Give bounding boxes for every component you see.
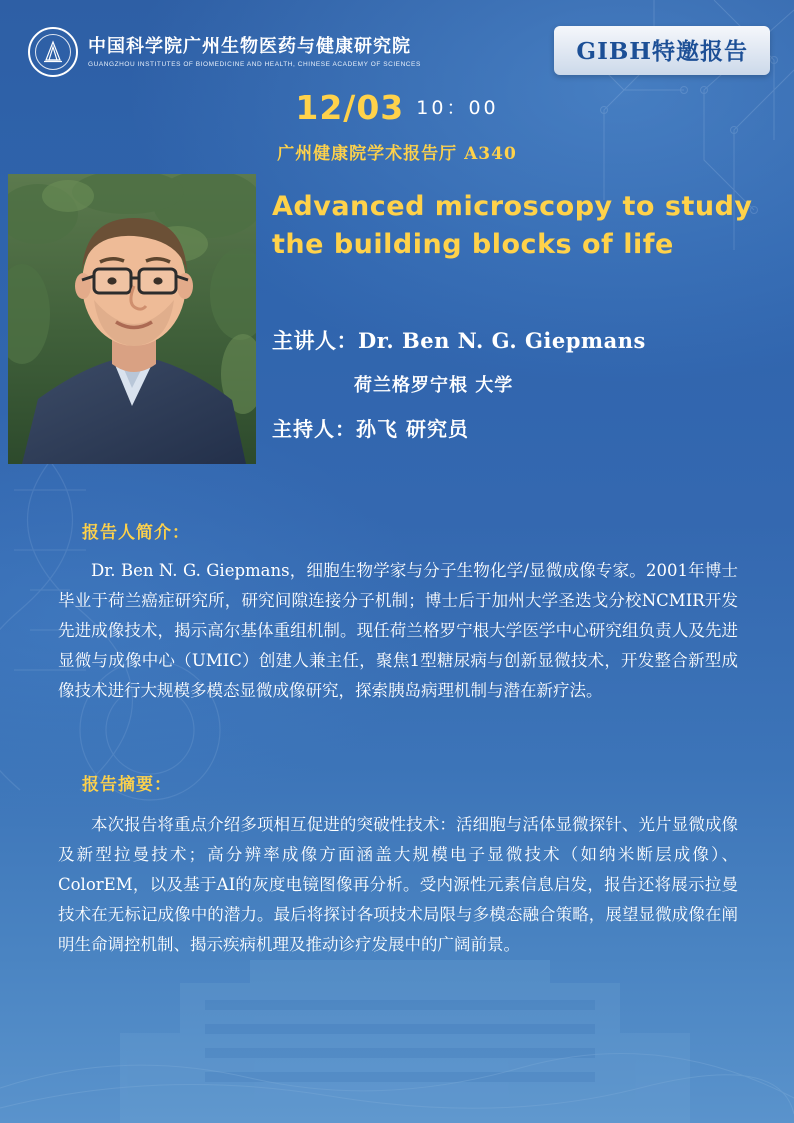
bio-text: Dr. Ben N. G. Giepmans，细胞生物学家与分子生物化学/显微成像专家。2001年博士毕业于荷兰癌症研究所，研究间隙连接分子机制；博士后于加州大学圣迭戈分校NCMIR开发先进成像技术，揭示高尔基体重组机制。现任荷兰格罗宁根大学医学中心研究组负责人及先进显微与成像中心（UMIC）创建人兼主任，聚焦1型糖尿病与创新显微技术，开发整合新型成像技术进行大规模多模态显微成像研究，探索胰岛病理机制与潜在新疗法。 (58, 561, 738, 701)
speaker-affiliation: 荷兰格罗宁根 大学 (354, 375, 514, 396)
abstract-text: 本次报告将重点介绍多项相互促进的突破性技术：活细胞与活体显微探针、光片显微成像及新型拉曼技术；高分辨率成像方面涵盖大规模电子显微技术（如纳米断层成像）、ColorEM，以及基于AI的灰度电镜图像再分析。受内源性元素信息启发，报告还将展示拉曼技术在无标记成像中的潜力。最后将探讨各项技术局限与多模态融合策略，展望显微成像在阐明生命调控机制、揭示疾病机理及推动诊疗发展中的广阔前景。 (58, 815, 738, 955)
institute-name-en: GUANGZHOU INSTITUTES OF BIOMEDICINE AND HEALTH, CHINESE ACADEMY OF SCIENCES (88, 61, 421, 69)
host-name: 孙飞 研究员 (356, 417, 469, 441)
bio-heading: 报告人简介： (82, 523, 190, 543)
speaker-row (272, 325, 772, 355)
abstract-heading: 报告摘要： (82, 775, 172, 795)
event-venue: 广州健康院学术报告厅 A340 (277, 144, 517, 164)
institute-name-cn: 中国科学院广州生物医药与健康研究院 (88, 35, 411, 57)
talk-title: Advanced microscopy to study the building blocks of life (272, 191, 753, 261)
gibh-lecture-badge (554, 26, 770, 75)
institute-logo (28, 27, 421, 77)
event-date: 12/03 (295, 88, 405, 127)
host-label: 主持人： (272, 417, 356, 441)
event-datetime (0, 88, 794, 127)
badge-label: GIBH特邀报告 (576, 38, 748, 65)
speaker-label: 主讲人： (272, 328, 358, 353)
event-time: 10：00 (416, 96, 499, 119)
poster-header (0, 0, 794, 88)
speaker-info (272, 325, 772, 442)
institute-emblem-icon (28, 27, 78, 77)
host-row (272, 413, 772, 442)
speaker-name: Dr. Ben N. G. Giepmans (358, 328, 646, 353)
campus-building-illustration (0, 938, 794, 1123)
speaker-portrait (8, 174, 256, 464)
